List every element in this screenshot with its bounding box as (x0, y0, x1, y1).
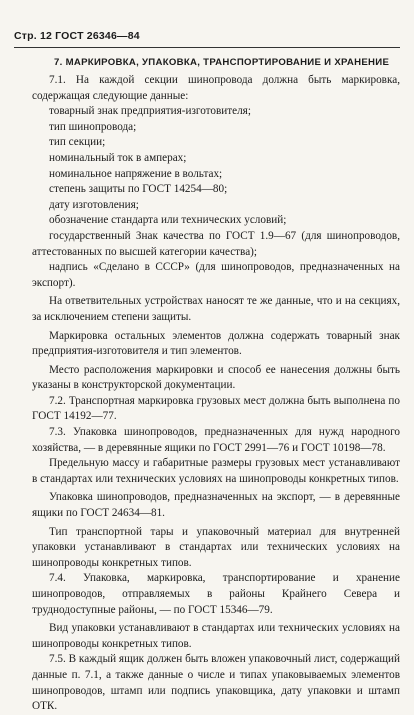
list-item: дату изготовления; (49, 198, 139, 211)
list-item: надпись «Сделано в СССР» (для шинопроводов, предназначенных на экспорт). (32, 261, 400, 289)
paragraph-7-2: 7.2. Транспортная маркировка грузовых мест должна быть выполнена по ГОСТ 14192—77. (32, 394, 400, 423)
list-item: государственный Знак качества по ГОСТ 1.9—67 (для шинопроводов, аттестованных по высшей категории качества); (32, 229, 400, 258)
list-item: обозначение стандарта или технических условий; (49, 214, 287, 227)
paragraph-7-1: 7.1. На каждой секции шинопровода должна быть маркировка, содержащая следующие данные: (32, 74, 400, 102)
list-item: товарный знак предприятия-изготовителя; (49, 105, 251, 118)
paragraph: Маркировка остальных элементов должна содержать товарный знак предприятия-изготовителя и тип элементов. (32, 329, 400, 358)
list-item: тип шинопровода; (49, 120, 137, 133)
header-rule (14, 47, 400, 48)
list-item: номинальный ток в амперах; (49, 151, 187, 164)
paragraph: Вид упаковки устанавливают в стандартах или технических условиях на шинопроводы конкретных типов. (32, 622, 400, 650)
section-title: 7. МАРКИРОВКА, УПАКОВКА, ТРАНСПОРТИРОВАНИЕ И ХРАНЕНИЕ (54, 57, 390, 68)
list-item: тип секции; (49, 136, 106, 149)
paragraph-7-3: 7.3. Упаковка шинопроводов, предназначенных для нужд народного хозяйства, — в деревянные ящики по ГОСТ 2991—76 и ГОСТ 10198—78. (32, 426, 400, 454)
page-header: Стр. 12 ГОСТ 26346—84 (14, 30, 140, 42)
paragraph: Место расположения маркировки и способ ее нанесения должны быть указаны в конструкторской документации. (32, 363, 400, 392)
list-item: степень защиты по ГОСТ 14254—80; (49, 183, 228, 196)
paragraph: Предельную массу и габаритные размеры грузовых мест устанавливают в стандартах или технических условиях на шинопроводы конкретных типов. (32, 457, 400, 485)
paragraph-7-4: 7.4. Упаковка, маркировка, транспортирование и хранение шинопроводов, отправляемых в районы Крайнего Севера и труднодоступные районы, — по ГОСТ 15346—79. (32, 572, 400, 616)
paragraph: Упаковка шинопроводов, предназначенных на экспорт, — в деревянные ящики по ГОСТ 24634—81. (32, 491, 400, 520)
list-item: номинальное напряжение в вольтах; (49, 167, 223, 180)
document-body (32, 73, 400, 715)
paragraph-7-5: 7.5. В каждый ящик должен быть вложен упаковочный лист, содержащий данные п. 7.1, а также данные о числе и типах упаковываемых элементов шинопроводов, штамп или подпись упаковщика, дату упаковки и штамп ОТК. (32, 653, 400, 713)
paragraph: На ответвительных устройствах наносят те же данные, что и на секциях, за исключением степени защиты. (32, 295, 400, 323)
paragraph: Тип транспортной тары и упаковочный материал для внутренней упаковки устанавливают в стандартах или технических условиях на шинопроводы конкретных типов. (32, 525, 400, 569)
